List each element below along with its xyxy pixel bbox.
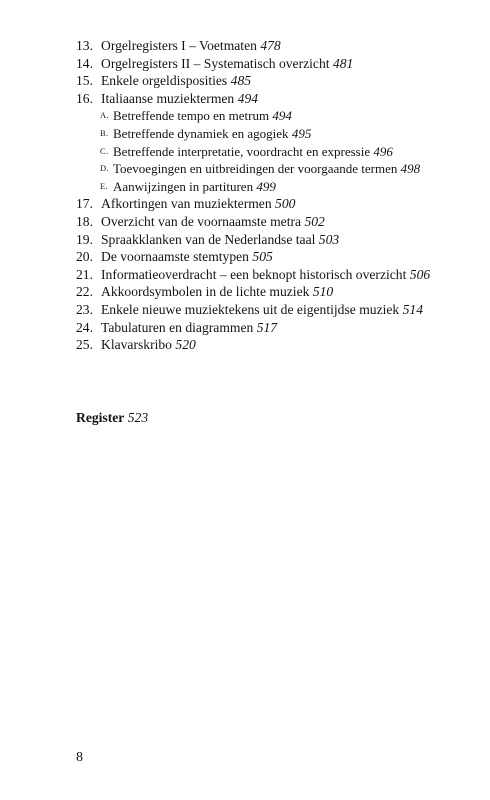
toc-entry (76, 336, 458, 354)
entry-page: 481 (332, 55, 354, 71)
entry-number: 22. (76, 284, 93, 300)
toc-entry (76, 319, 458, 337)
entry-title: Orgelregisters I – Voetmaten (101, 38, 257, 53)
subentry-page: 498 (400, 161, 421, 177)
subentry-title: Aanwijzingen in partituren (113, 178, 254, 194)
entry-number: 17. (76, 196, 93, 212)
subentry-page: 499 (256, 178, 276, 194)
entry-page: 494 (237, 90, 259, 106)
subentry-title: Toevoegingen en uitbreidingen der voorgaande termen (113, 161, 398, 177)
table-of-contents (76, 37, 458, 354)
entry-number: 19. (76, 231, 93, 247)
entry-title: Akkoordsymbolen in de lichte muziek (101, 284, 310, 300)
subentry-letter: A. (100, 110, 109, 121)
entry-number: 23. (76, 301, 93, 317)
subentry-page: 495 (291, 125, 312, 141)
entry-page: 485 (230, 73, 252, 89)
entry-title: Orgelregisters II – Systematisch overzicht (101, 55, 330, 71)
entry-page: 510 (312, 284, 334, 300)
entry-title: Afkortingen van muziektermen (101, 196, 272, 212)
register-page: 523 (127, 410, 149, 425)
toc-subentry (76, 178, 458, 196)
entry-title: Spraakklanken van de Nederlandse taal (101, 231, 316, 247)
entry-number: 21. (76, 266, 93, 282)
toc-entry (76, 213, 458, 231)
toc-subentry (76, 160, 458, 178)
register-entry (76, 409, 148, 427)
entry-number: 14. (76, 55, 93, 71)
toc-entry (76, 72, 458, 90)
toc-subentry (76, 107, 458, 125)
entry-title: Enkele orgeldisposities (101, 73, 228, 89)
toc-entry (76, 90, 458, 108)
entry-title: Informatieoverdracht – een beknopt historisch overzicht (101, 266, 407, 282)
entry-page: 500 (275, 196, 296, 212)
entry-page: 505 (252, 249, 273, 265)
subentry-letter: C. (100, 145, 109, 156)
subentry-title: Betreffende tempo en metrum (113, 108, 270, 124)
toc-entry (76, 301, 458, 319)
toc-entry (76, 231, 458, 249)
subentry-letter: B. (100, 127, 109, 138)
entry-number: 16. (76, 90, 93, 106)
entry-title: Italiaanse muziektermen (101, 90, 235, 106)
toc-entry (76, 248, 458, 266)
entry-number: 18. (76, 213, 93, 229)
subentry-letter: D. (100, 163, 109, 174)
entry-page: 503 (318, 231, 340, 247)
entry-page: 517 (256, 319, 278, 335)
entry-title: Klavarskribo (101, 337, 172, 353)
toc-subentry (76, 125, 458, 143)
page-number: 8 (76, 750, 83, 765)
subentry-title: Betreffende dynamiek en agogiek (113, 125, 289, 141)
entry-page: 478 (260, 38, 281, 53)
subentry-page: 494 (272, 108, 292, 124)
entry-number: 25. (76, 337, 93, 353)
toc-entry (76, 266, 458, 284)
entry-page: 506 (409, 266, 431, 282)
entry-title: De voornaamste stemtypen (101, 249, 249, 265)
entry-page: 514 (402, 301, 424, 317)
subentry-page: 496 (373, 143, 393, 159)
subentry-title: Betreffende interpretatie, voordracht en expressie (113, 143, 371, 159)
subentry-letter: E. (100, 180, 108, 191)
entry-number: 15. (76, 73, 93, 89)
entry-number: 24. (76, 319, 93, 335)
toc-subentry (76, 143, 458, 161)
entry-page: 520 (175, 337, 196, 353)
register-title: Register (76, 410, 125, 425)
entry-page: 502 (304, 213, 325, 229)
entry-number: 13. (76, 38, 93, 53)
entry-title: Tabulaturen en diagrammen (101, 319, 254, 335)
toc-entry (76, 283, 458, 301)
toc-entry (76, 37, 458, 55)
toc-entry (76, 195, 458, 213)
entry-number: 20. (76, 249, 93, 265)
toc-entry (76, 55, 458, 73)
entry-title: Enkele nieuwe muziektekens uit de eigentijdse muziek (101, 301, 400, 317)
entry-title: Overzicht van de voornaamste metra (101, 213, 302, 229)
